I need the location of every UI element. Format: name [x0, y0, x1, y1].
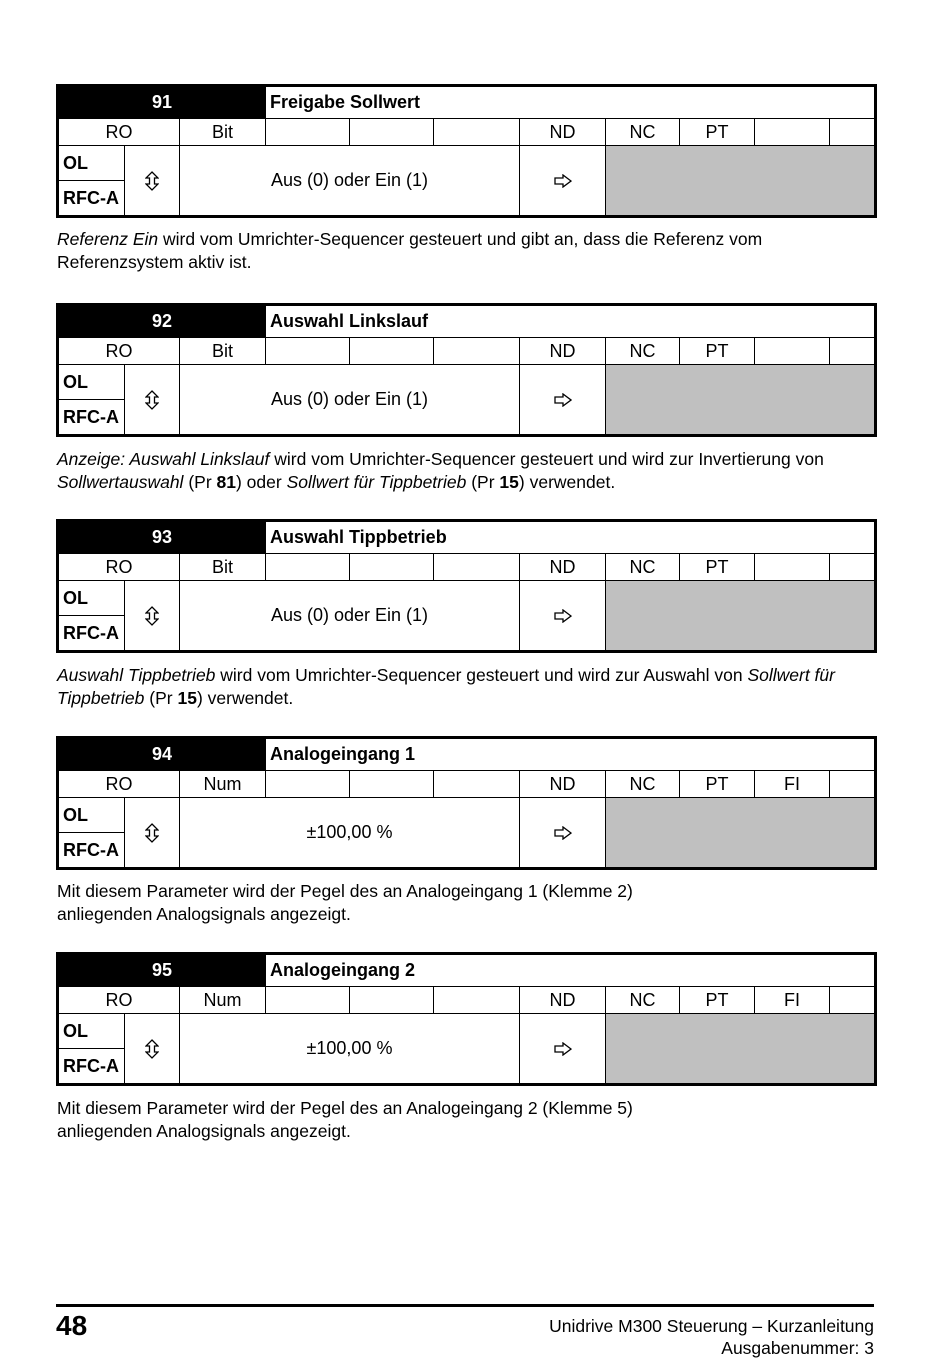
mode-label: RFC-A — [58, 616, 125, 652]
parameter-reference: 15 — [177, 688, 197, 708]
up-down-arrow-icon — [125, 1014, 180, 1085]
parameter-table-92 — [56, 303, 877, 437]
parameter-range: ±100,00 % — [180, 798, 520, 869]
attribute-cell: ND — [520, 119, 606, 146]
attribute-cell: Bit — [180, 338, 266, 365]
attribute-cell: PT — [680, 554, 755, 581]
up-down-arrow-icon — [125, 146, 180, 217]
footer-rule — [56, 1304, 874, 1307]
up-down-arrow-icon — [125, 365, 180, 436]
attribute-cell: NC — [606, 554, 680, 581]
mode-label: RFC-A — [58, 1049, 125, 1085]
mode-label: RFC-A — [58, 181, 125, 217]
default-value-area — [606, 581, 876, 652]
attribute-cell — [434, 119, 520, 146]
parameter-title: Auswahl Linkslauf — [266, 305, 876, 338]
description-term: Referenz Ein — [57, 229, 159, 249]
attribute-cell — [830, 338, 876, 365]
parameter-title: Analogeingang 2 — [266, 954, 876, 987]
attribute-cell — [350, 554, 434, 581]
attribute-cell — [755, 554, 830, 581]
attribute-cell — [830, 987, 876, 1014]
parameter-range: Aus (0) oder Ein (1) — [180, 365, 520, 436]
attribute-cell: RO — [58, 119, 180, 146]
mode-label: OL — [58, 146, 125, 181]
attribute-cell: FI — [755, 987, 830, 1014]
right-arrow-icon — [520, 365, 606, 436]
attribute-cell — [755, 119, 830, 146]
attribute-cell: PT — [680, 771, 755, 798]
attribute-cell — [434, 987, 520, 1014]
attribute-cell — [266, 119, 350, 146]
attribute-cell — [350, 119, 434, 146]
mode-label: OL — [58, 1014, 125, 1049]
issue-number: Ausgabenummer: 3 — [721, 1338, 874, 1358]
right-arrow-icon — [520, 798, 606, 869]
attribute-cell: PT — [680, 119, 755, 146]
attribute-cell — [830, 771, 876, 798]
attribute-cell: NC — [606, 338, 680, 365]
parameter-reference: 81 — [216, 472, 236, 492]
description-p94 — [57, 880, 887, 926]
attribute-cell — [266, 771, 350, 798]
attribute-cell — [434, 554, 520, 581]
mode-label: OL — [58, 365, 125, 400]
description-text: wird vom Umrichter-Sequencer gesteuert und wird zur Auswahl von — [215, 665, 748, 685]
parameter-table-95 — [56, 952, 877, 1086]
attribute-cell: RO — [58, 554, 180, 581]
description-text: (Pr — [183, 472, 217, 492]
parameter-number: 92 — [58, 305, 266, 338]
attribute-cell: ND — [520, 554, 606, 581]
default-value-area — [606, 146, 876, 217]
description-text: ) verwendet. — [518, 472, 616, 492]
attribute-cell — [266, 554, 350, 581]
attribute-cell — [830, 119, 876, 146]
manual-title: Unidrive M300 Steuerung – Kurzanleitung — [549, 1316, 874, 1336]
page-number: 48 — [56, 1310, 88, 1341]
attribute-cell: NC — [606, 987, 680, 1014]
attribute-cell: NC — [606, 771, 680, 798]
attribute-cell: ND — [520, 338, 606, 365]
description-line: Mit diesem Parameter wird der Pegel des an Analogeingang 2 (Klemme 5) — [57, 1098, 633, 1118]
description-text: (Pr — [144, 688, 178, 708]
parameter-table-91 — [56, 84, 877, 218]
right-arrow-icon — [520, 146, 606, 217]
description-p93 — [57, 664, 887, 710]
attribute-cell — [434, 338, 520, 365]
attribute-cell — [350, 771, 434, 798]
up-down-arrow-icon — [125, 581, 180, 652]
description-p95 — [57, 1097, 887, 1143]
description-text: wird vom Umrichter-Sequencer gesteuert und gibt an, dass die Referenz vom Referenzsystem aktiv ist. — [57, 229, 763, 272]
attribute-cell: RO — [58, 771, 180, 798]
mode-label: RFC-A — [58, 400, 125, 436]
description-term: Sollwert für Tippbetrieb — [57, 665, 835, 708]
parameter-table-94 — [56, 736, 877, 870]
attribute-cell: Bit — [180, 554, 266, 581]
right-arrow-icon — [520, 581, 606, 652]
attribute-cell: RO — [58, 338, 180, 365]
description-line: Mit diesem Parameter wird der Pegel des an Analogeingang 1 (Klemme 2) — [57, 881, 633, 901]
description-p92 — [57, 448, 887, 494]
description-term: Sollwert für Tippbetrieb — [286, 472, 467, 492]
parameter-number: 95 — [58, 954, 266, 987]
description-line: anliegenden Analogsignals angezeigt. — [57, 1121, 351, 1141]
mode-label: OL — [58, 581, 125, 616]
attribute-cell: PT — [680, 338, 755, 365]
parameter-reference: 15 — [499, 472, 519, 492]
parameter-range: ±100,00 % — [180, 1014, 520, 1085]
attribute-cell — [830, 554, 876, 581]
description-text: (Pr — [466, 472, 500, 492]
parameter-title: Freigabe Sollwert — [266, 86, 876, 119]
parameter-range: Aus (0) oder Ein (1) — [180, 581, 520, 652]
right-arrow-icon — [520, 1014, 606, 1085]
description-text: ) verwendet. — [196, 688, 294, 708]
attribute-cell — [350, 987, 434, 1014]
attribute-cell: ND — [520, 771, 606, 798]
description-term: Anzeige: Auswahl Linkslauf — [57, 449, 270, 469]
attribute-cell: RO — [58, 987, 180, 1014]
attribute-cell — [434, 771, 520, 798]
attribute-cell: PT — [680, 987, 755, 1014]
parameter-title: Analogeingang 1 — [266, 738, 876, 771]
attribute-cell: NC — [606, 119, 680, 146]
mode-label: RFC-A — [58, 833, 125, 869]
parameter-number: 94 — [58, 738, 266, 771]
attribute-cell: ND — [520, 987, 606, 1014]
attribute-cell — [755, 338, 830, 365]
parameter-range: Aus (0) oder Ein (1) — [180, 146, 520, 217]
parameter-title: Auswahl Tippbetrieb — [266, 521, 876, 554]
attribute-cell: FI — [755, 771, 830, 798]
parameter-number: 93 — [58, 521, 266, 554]
parameter-number: 91 — [58, 86, 266, 119]
description-text: ) oder — [235, 472, 287, 492]
description-text: wird vom Umrichter-Sequencer gesteuert und wird zur Invertierung von — [269, 449, 824, 469]
description-p91 — [57, 228, 887, 274]
default-value-area — [606, 1014, 876, 1085]
parameter-table-93 — [56, 519, 877, 653]
attribute-cell — [266, 338, 350, 365]
description-term: Sollwertauswahl — [57, 472, 184, 492]
attribute-cell: Num — [180, 771, 266, 798]
description-line: anliegenden Analogsignals angezeigt. — [57, 904, 351, 924]
description-term: Auswahl Tippbetrieb — [57, 665, 216, 685]
up-down-arrow-icon — [125, 798, 180, 869]
default-value-area — [606, 798, 876, 869]
attribute-cell — [266, 987, 350, 1014]
mode-label: OL — [58, 798, 125, 833]
attribute-cell: Bit — [180, 119, 266, 146]
attribute-cell: Num — [180, 987, 266, 1014]
attribute-cell — [350, 338, 434, 365]
default-value-area — [606, 365, 876, 436]
